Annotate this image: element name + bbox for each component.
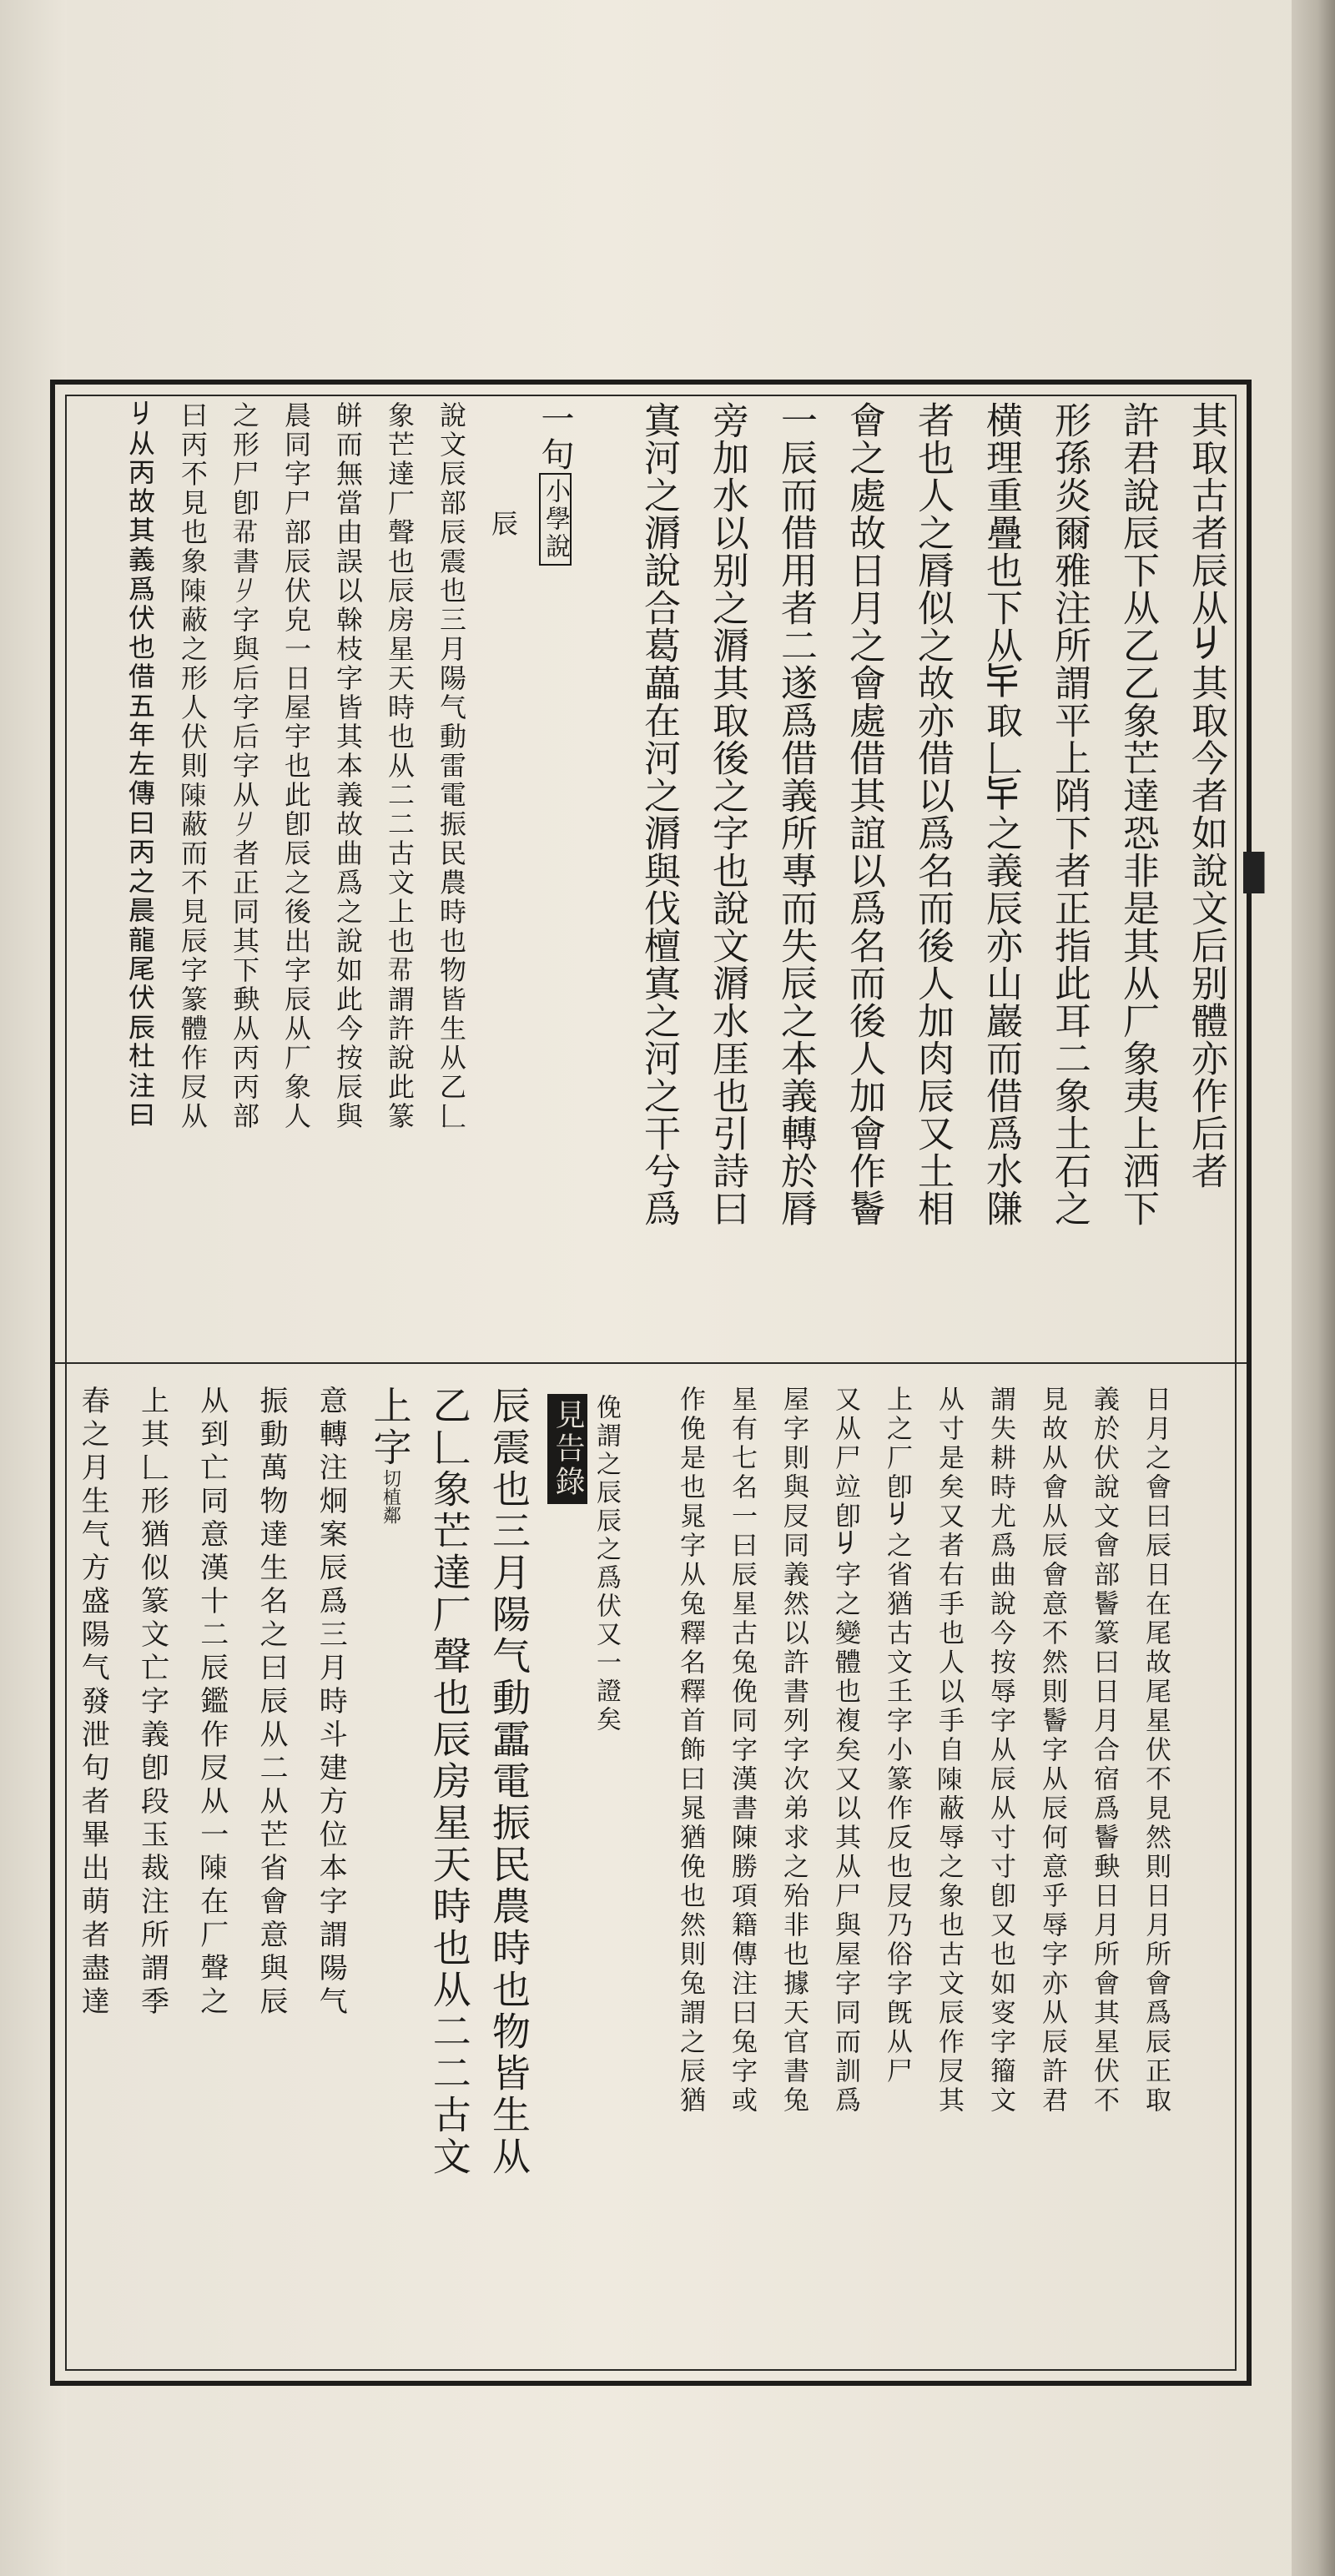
commentary-column: 又从尸竝卽𠂈字之變體也複矣又以其从尸與屋字同而訓爲 <box>830 1386 860 2116</box>
text-column: 寘河之漘說合葛藟在河之漘與伐檀寘之河之干兮爲 <box>637 401 680 1227</box>
commentary-column: 之形尸卽𢁨書𠂈字與后字后字从𠂈者正同其下𡙇从丙丙部 <box>229 401 260 1131</box>
text-column: 形孫炎爾雅注所謂平上陗下者正指此耳二象土石之 <box>1048 401 1091 1227</box>
commentary-column: 義於伏說文會部鬠篆曰日月合宿爲鬠𡙇日月所會其星伏不 <box>1089 1386 1119 2116</box>
subheading <box>477 401 529 1344</box>
heading-label: 小學說 <box>539 473 572 566</box>
record-label: 見告錄 <box>547 1394 587 1504</box>
text-frame <box>50 380 1252 2386</box>
commentary-column: 皏而無當由誤以榦枝字皆其本義故曲爲之說如此今按辰與 <box>332 401 364 1131</box>
commentary-column: 从寸是矣又者右手也人以手自𨻰蔽辱之象也古文辰作㞋其 <box>934 1386 964 2116</box>
text-column: 横理重疊也下从𠤏取𠃊𠤏之義辰亦山巖而借爲水隒 <box>980 401 1022 1227</box>
commentary-column: 日月之會曰辰日在尾故尾星伏不見然則日月所會爲辰正取 <box>1141 1386 1171 2116</box>
commentary-column: 說文辰部辰震也三月陽气動雷電振民農時也物皆生从乙𠃊 <box>436 401 467 1131</box>
text-column: 者也人之脣似之故亦借以爲名而後人加肉辰又土相 <box>911 401 954 1227</box>
commentary-column: 屋字則與㞋同義然以許書列字次弟求之殆非也據天官書兔 <box>778 1386 809 2116</box>
binding-edge <box>1292 0 1335 2576</box>
text-column: 會之處故日月之會處借其誼以爲名而後人加會作鬠 <box>843 401 885 1227</box>
section-divider <box>55 1362 1247 1364</box>
upper-commentary <box>63 401 581 1344</box>
lower-entry <box>63 1386 539 2370</box>
entry-column: 辰震也三月陽气動靁電振民農時也物皆生从 <box>486 1386 531 2178</box>
text-column: 旁加水以别之漘其取後之字也說文漘水厓也引詩曰 <box>706 401 748 1227</box>
commentary-column: 曰丙不見也象𨻰蔽之形人伏則𨻰蔽而不見辰字篆體作㞋从 <box>177 401 209 1131</box>
page-tab <box>1243 852 1297 893</box>
text-column: 其取古者辰从𠂈其取今者如說文后别體亦作后者 <box>1185 401 1227 1190</box>
upper-main-text <box>606 401 1240 1344</box>
commentary-column: 上之厂卽𠂈之省猶古文𡈼字小篆作反也㞋乃俗字旣从尸 <box>882 1386 912 2086</box>
commentary-column: 作俛是也晁字从兔釋名釋首飾曰晁猶俛也然則兔謂之辰猶 <box>675 1386 705 2116</box>
commentary-column: 晨同字尸部辰伏皃一日屋宇也此卽辰之後出字辰从厂象人 <box>280 401 312 1131</box>
commentary-column: 星有七名一曰辰星古兔俛同字漢書陳勝項籍傳注曰兔字或 <box>727 1386 757 2116</box>
entry-note-column: 从到亡同意漢十二辰鑑作㞋从一𨻰在厂聲之 <box>194 1386 229 2020</box>
commentary-column: 𠂈从丙故其義爲伏也借五年左傳曰丙之晨龍尾伏辰杜注曰 <box>125 401 157 1131</box>
entry-column: 乙𠃊象芒達厂聲也辰房星天時也从二二古文 <box>426 1386 472 2178</box>
text-column: 許君說辰下从乙乙象芒達恐非是其从厂象夷上洒下 <box>1116 401 1159 1227</box>
entry-tail: 上字 <box>367 1386 413 1469</box>
text-column: 一辰而借用者二遂爲借義所專而失辰之本義轉於脣 <box>774 401 817 1227</box>
lower-note <box>547 1394 624 1828</box>
commentary-column: 象芒達厂聲也辰房星天時也从二二古文上也𢁨謂許說此篆 <box>384 401 416 1131</box>
entry-note-column: 上其𠃊形猶似篆文亡字義卽段玉裁注所謂季 <box>135 1386 169 2020</box>
entry-note-column: 春之月生气方盛陽气發泄句者畢出萌者盡達 <box>76 1386 110 2020</box>
commentary-column: 謂失耕時尤爲曲說今按辱字从辰从寸寸卽又也如叜字籀文 <box>985 1386 1015 2116</box>
entry-note-column: 意轉注炯案辰爲三月時斗建方位本字謂陽气 <box>314 1386 348 2020</box>
subheading-text: 辰 <box>487 510 519 539</box>
lower-commentary <box>597 1386 1181 2370</box>
note-text: 俛謂之辰辰之爲伏又一證矣 <box>592 1394 621 1734</box>
pronunciation-note: 切植鄰 <box>380 1469 401 1524</box>
entry-note-column: 振動萬物達生名之曰辰从二从芒省會意與辰 <box>254 1386 288 2020</box>
section-heading <box>529 401 581 1344</box>
commentary-column: 見故从會从辰會意不然則鬠字从辰何意乎辱字亦从辰許君 <box>1037 1386 1067 2116</box>
entry-column <box>360 1386 420 2370</box>
heading-number: 一句 <box>536 401 574 473</box>
